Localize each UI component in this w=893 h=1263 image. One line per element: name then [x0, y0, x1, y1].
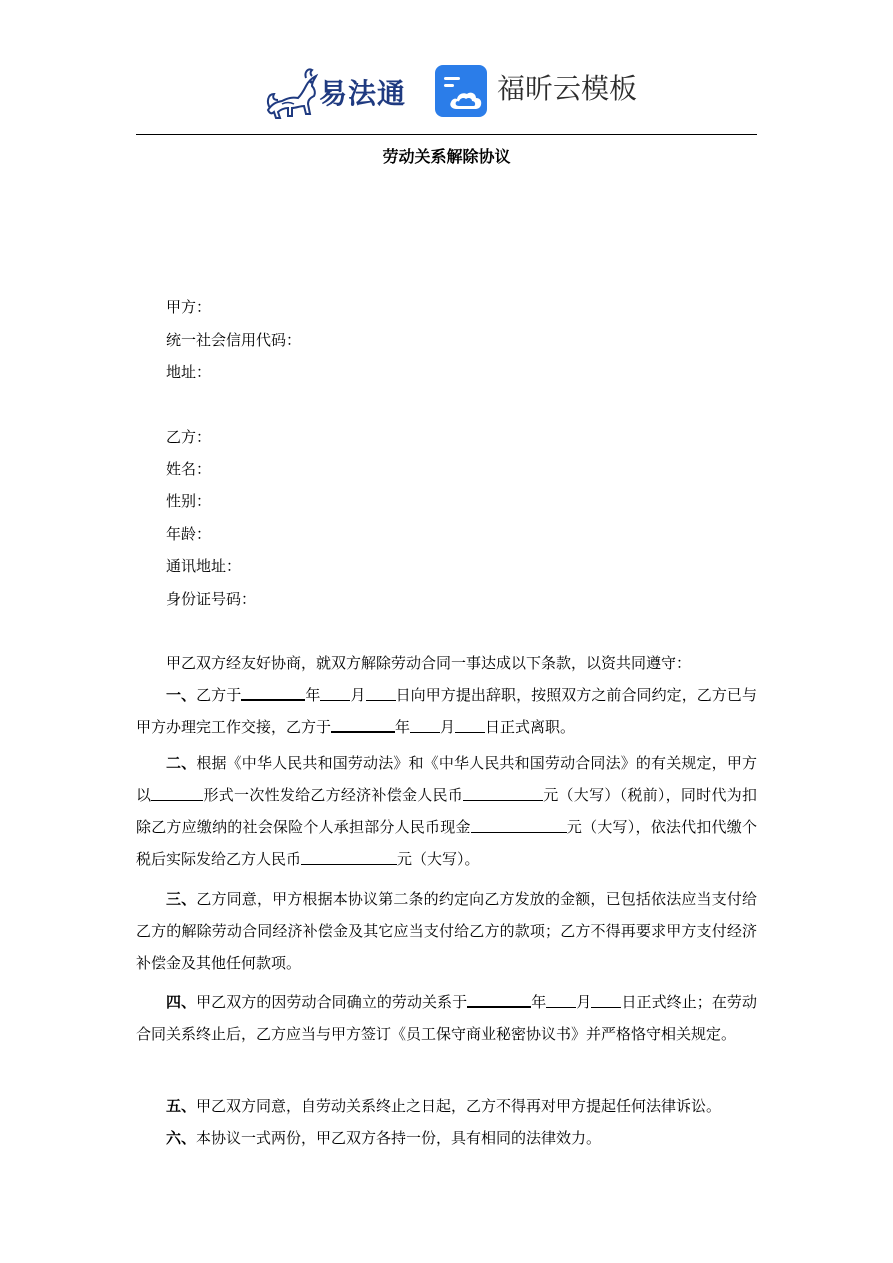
clause-1-text-e: 年 — [395, 718, 411, 736]
agreement-intro: 甲乙双方经友好协商，就双方解除劳动合同一事达成以下条款，以资共同遵守： — [166, 654, 692, 672]
id-number-label: 身份证号码： — [166, 590, 257, 608]
termination-month-blank[interactable] — [546, 993, 576, 1008]
header-divider — [136, 134, 757, 135]
yifatong-logo-text: 易法通 — [319, 77, 407, 110]
clause-5-text: 甲乙双方同意，自劳动关系终止之日起，乙方不得再对甲方提起任何法律诉讼。 — [196, 1097, 722, 1115]
resign-day-blank[interactable] — [366, 686, 396, 701]
clause-3 — [136, 883, 757, 979]
clause-1-text-a: 乙方于 — [196, 686, 242, 704]
clause-2 — [136, 747, 757, 875]
document-title: 劳动关系解除协议 — [382, 147, 511, 166]
compensation-amount-blank[interactable] — [463, 786, 543, 801]
clause-6-number: 六、 — [166, 1129, 197, 1147]
name-label: 姓名： — [166, 460, 212, 478]
clause-1-text-c: 月 — [350, 686, 366, 704]
clause-6 — [136, 1122, 757, 1154]
clause-5 — [136, 1090, 757, 1122]
clause-1-text-d: 日向甲方提出辞职，按照双方之前合同约定，乙方已与甲方办理完工作交接，乙方于 — [136, 686, 757, 736]
clause-2-text-c: 元（大写）（税前），同时代为扣除乙方应缴纳的社会保险个人承担部分人民币现金 — [136, 786, 757, 836]
qilin-mascot-icon — [262, 64, 320, 120]
clause-5-number: 五、 — [166, 1097, 197, 1115]
page-header — [0, 58, 893, 124]
resign-year-blank[interactable] — [241, 685, 305, 701]
clause-2-text-d: 元（大写），依法代扣代缴个税后实际发给乙方人民币 — [136, 818, 757, 868]
clause-1 — [136, 679, 757, 743]
gender-label: 性别： — [166, 492, 212, 510]
clause-4-text-b: 年 — [531, 993, 547, 1011]
leave-month-blank[interactable] — [410, 718, 440, 733]
clause-3-number: 三、 — [166, 890, 197, 908]
clause-1-text-b: 年 — [305, 686, 321, 704]
leave-year-blank[interactable] — [331, 717, 395, 733]
clause-4-text-c: 月 — [576, 993, 592, 1011]
termination-year-blank[interactable] — [467, 992, 531, 1008]
clause-4 — [136, 986, 757, 1050]
yifatong-logo — [262, 64, 412, 120]
clause-1-text-g: 日正式离职。 — [485, 718, 576, 736]
party-a-label: 甲方： — [166, 298, 212, 316]
clause-2-text-b: 形式一次性发给乙方经济补偿金人民币 — [203, 786, 464, 804]
clause-1-number: 一、 — [166, 686, 197, 704]
clause-6-text: 本协议一式两份，甲乙双方各持一份，具有相同的法律效力。 — [196, 1129, 602, 1147]
leave-day-blank[interactable] — [455, 718, 485, 733]
clause-4-text-a: 甲乙双方的因劳动合同确立的劳动关系于 — [196, 993, 468, 1011]
net-payment-amount-blank[interactable] — [301, 850, 397, 865]
clause-4-number: 四、 — [166, 993, 197, 1011]
clause-2-text-a: 根据《中华人民共和国劳动法》和《中华人民共和国劳动合同法》的有关规定，甲方以 — [136, 754, 757, 804]
clause-1-text-f: 月 — [440, 718, 456, 736]
fuxin-cloud-template-logo-text: 福昕云模板 — [497, 72, 638, 105]
payment-form-blank[interactable] — [151, 786, 203, 801]
party-b-label: 乙方： — [166, 428, 212, 446]
clause-2-text-e: 元（大写）。 — [397, 850, 480, 868]
party-a-address-label: 地址： — [166, 363, 212, 381]
social-insurance-amount-blank[interactable] — [471, 818, 567, 833]
age-label: 年龄： — [166, 525, 212, 543]
clause-3-text: 乙方同意，甲方根据本协议第二条的约定向乙方发放的金额，已包括依法应当支付给乙方的解除劳动合同经济补偿金及其它应当支付给乙方的款项；乙方不得再要求甲方支付经济补偿金及其他任何款项。 — [136, 890, 757, 972]
termination-day-blank[interactable] — [591, 993, 621, 1008]
credit-code-label: 统一社会信用代码： — [166, 331, 302, 349]
cloud-document-icon — [435, 65, 487, 117]
mail-address-label: 通讯地址： — [166, 557, 242, 575]
resign-month-blank[interactable] — [320, 686, 350, 701]
clause-2-number: 二、 — [166, 754, 197, 772]
clause-4-text-d: 日正式终止；在劳动合同关系终止后，乙方应当与甲方签订《员工保守商业秘密协议书》并严格恪守相关规定。 — [136, 993, 757, 1043]
